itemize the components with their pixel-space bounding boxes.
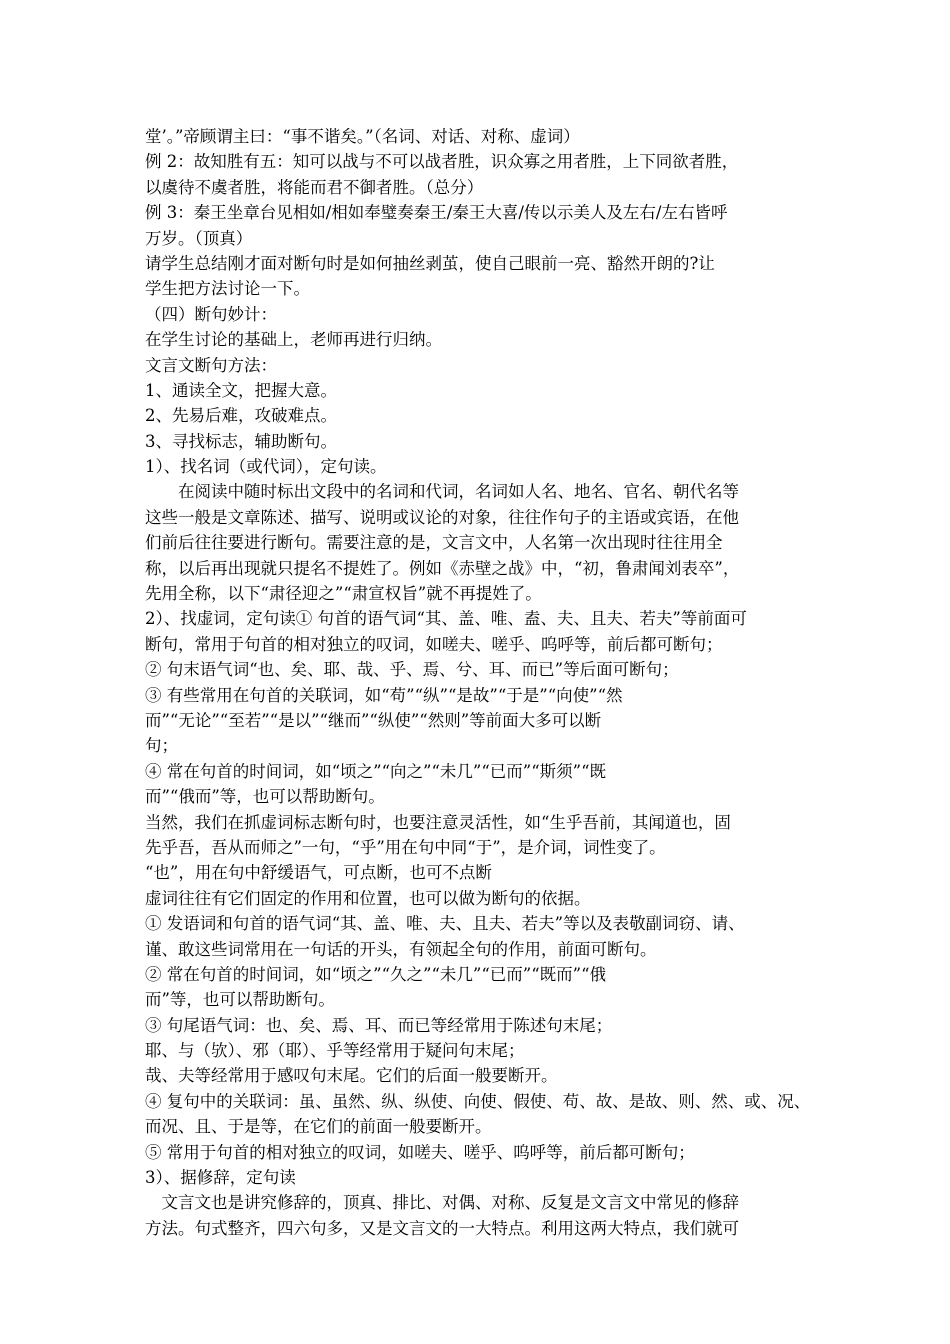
list-item: ④ 常在句首的时间词，如“顷之”“向之”“未几”“已而”“斯须”“既: [145, 761, 607, 781]
text-line: 而况、且、于是等，在它们的前面一般要断开。: [145, 1117, 492, 1137]
list-item: 2、先易后难，攻破难点。: [145, 406, 337, 426]
text-line: 先乎吾，吾从而师之”一句，“乎”用在句中同“于”，是介词，词性变了。: [145, 837, 666, 857]
list-item: ③ 句尾语气词：也、矣、焉、耳、而已等经常用于陈述句末尾；: [145, 1015, 613, 1035]
text-line: 耶、与（欤）、邪（耶）、乎等经常用于疑问句末尾；: [145, 1041, 525, 1061]
text-line: 句；: [145, 736, 178, 756]
text-line: 例 3：秦王坐章台见相如/相如奉璧奏秦王/秦王大喜/传以示美人及左右/左右皆呼: [145, 203, 728, 223]
document-body: [145, 124, 810, 1241]
text-line: “也”，用在句中舒缓语气，可点断，也可不点断: [145, 863, 492, 883]
text-line: 称，以后再出现就只提名不提姓了。例如《赤壁之战》中，“初，鲁肃闻刘表卒”，: [145, 558, 740, 578]
text-line: 学生把方法讨论一下。: [145, 279, 310, 299]
list-item: ② 句末语气词“也、矣、耶、哉、乎、焉、兮、耳、而已”等后面可断句；: [145, 660, 679, 680]
text-line: 以虞待不虞者胜，将能而君不御者胜。（总分）: [145, 177, 484, 197]
list-item: ⑤ 常用于句首的相对独立的叹词，如嗟夫、嗟乎、呜呼等，前后都可断句；: [145, 1142, 695, 1162]
list-item: 3、寻找标志，辅助断句。: [145, 431, 337, 451]
section-heading: （四）断句妙计：: [145, 304, 277, 324]
text-line: 而”“无论”“至若”“是以”“继而”“纵使”“然则”等前面大多可以断: [145, 710, 602, 730]
text-line: 万岁。（顶真）: [145, 228, 253, 248]
text-line: 当然，我们在抓虚词标志断句时，也要注意灵活性，如“生乎吾前，其闻道也，固: [145, 812, 731, 832]
list-item: ④ 复句中的关联词：虽、虽然、纵、纵使、向使、假使、苟、故、是故、则、然、或、况、: [145, 1091, 811, 1111]
text-line: 例 2：故知胜有五：知可以战与不可以战者胜，识众寡之用者胜，上下同欲者胜，: [145, 152, 739, 172]
text-line: 文言文也是讲究修辞的，顶真、排比、对偶、对称、反复是文言文中常见的修辞: [161, 1193, 739, 1213]
text-line: 方法。句式整齐，四六句多，又是文言文的一大特点。利用这两大特点，我们就可: [145, 1218, 739, 1238]
list-item: 1、通读全文，把握大意。: [145, 380, 337, 400]
text-line: 而”“俄而”等，也可以帮助断句。: [145, 787, 385, 807]
text-line: 断句，常用于句首的相对独立的叹词，如嗟夫、嗟乎、呜呼等，前后都可断句；: [145, 634, 723, 654]
text-line: 虚词往往有它们固定的作用和位置，也可以做为断句的依据。: [145, 888, 591, 908]
text-line: 哉、夫等经常用于感叹句末尾。它们的后面一般要断开。: [145, 1066, 558, 1086]
list-item: ① 发语词和句首的语气词“其、盖、唯、夫、且夫、若夫”等以及表敬副词窃、请、: [145, 914, 745, 934]
text-line: 而”等，也可以帮助断句。: [145, 990, 335, 1010]
text-line: 请学生总结刚才面对断句时是如何抽丝剥茧，使自己眼前一亮、豁然开朗的?让: [145, 253, 715, 273]
list-item: ③ 有些常用在句首的关联词，如“苟”“纵”“是故”“于是”“向使”“然: [145, 685, 623, 705]
text-line: 在学生讨论的基础上，老师再进行归纳。: [145, 330, 442, 350]
text-line: 们前后往往要进行断句。需要注意的是，文言文中，人名第一次出现时往往用全: [145, 533, 723, 553]
text-line: 这些一般是文章陈述、描写、说明或议论的对象，往往作句子的主语或宾语，在他: [145, 507, 739, 527]
subheading: 3）、据修辞，定句读: [145, 1168, 296, 1188]
text-line: 在阅读中随时标出文段中的名词和代词，名词如人名、地名、官名、朝代名等: [178, 482, 739, 502]
subheading: 2）、找虚词，定句读① 句首的语气词“其、盖、唯、盍、夫、且夫、若夫”等前面可: [145, 609, 747, 629]
text-line: 文言文断句方法：: [145, 355, 277, 375]
text-line: 堂’。”帝顾谓主曰：“事不谐矣。”（名词、对话、对称、虚词）: [145, 127, 580, 146]
list-item: ② 常在句首的时间词，如“顷之”“久之”“未几”“已而”“既而”“俄: [145, 964, 607, 984]
text-line: 谨、敢这些词常用在一句话的开头，有领起全句的作用，前面可断句。: [145, 939, 657, 959]
subheading: 1）、找名词（或代词），定句读。: [145, 457, 387, 477]
text-line: 先用全称，以下“肃径迎之”“肃宣权旨”就不再提姓了。: [145, 584, 542, 604]
